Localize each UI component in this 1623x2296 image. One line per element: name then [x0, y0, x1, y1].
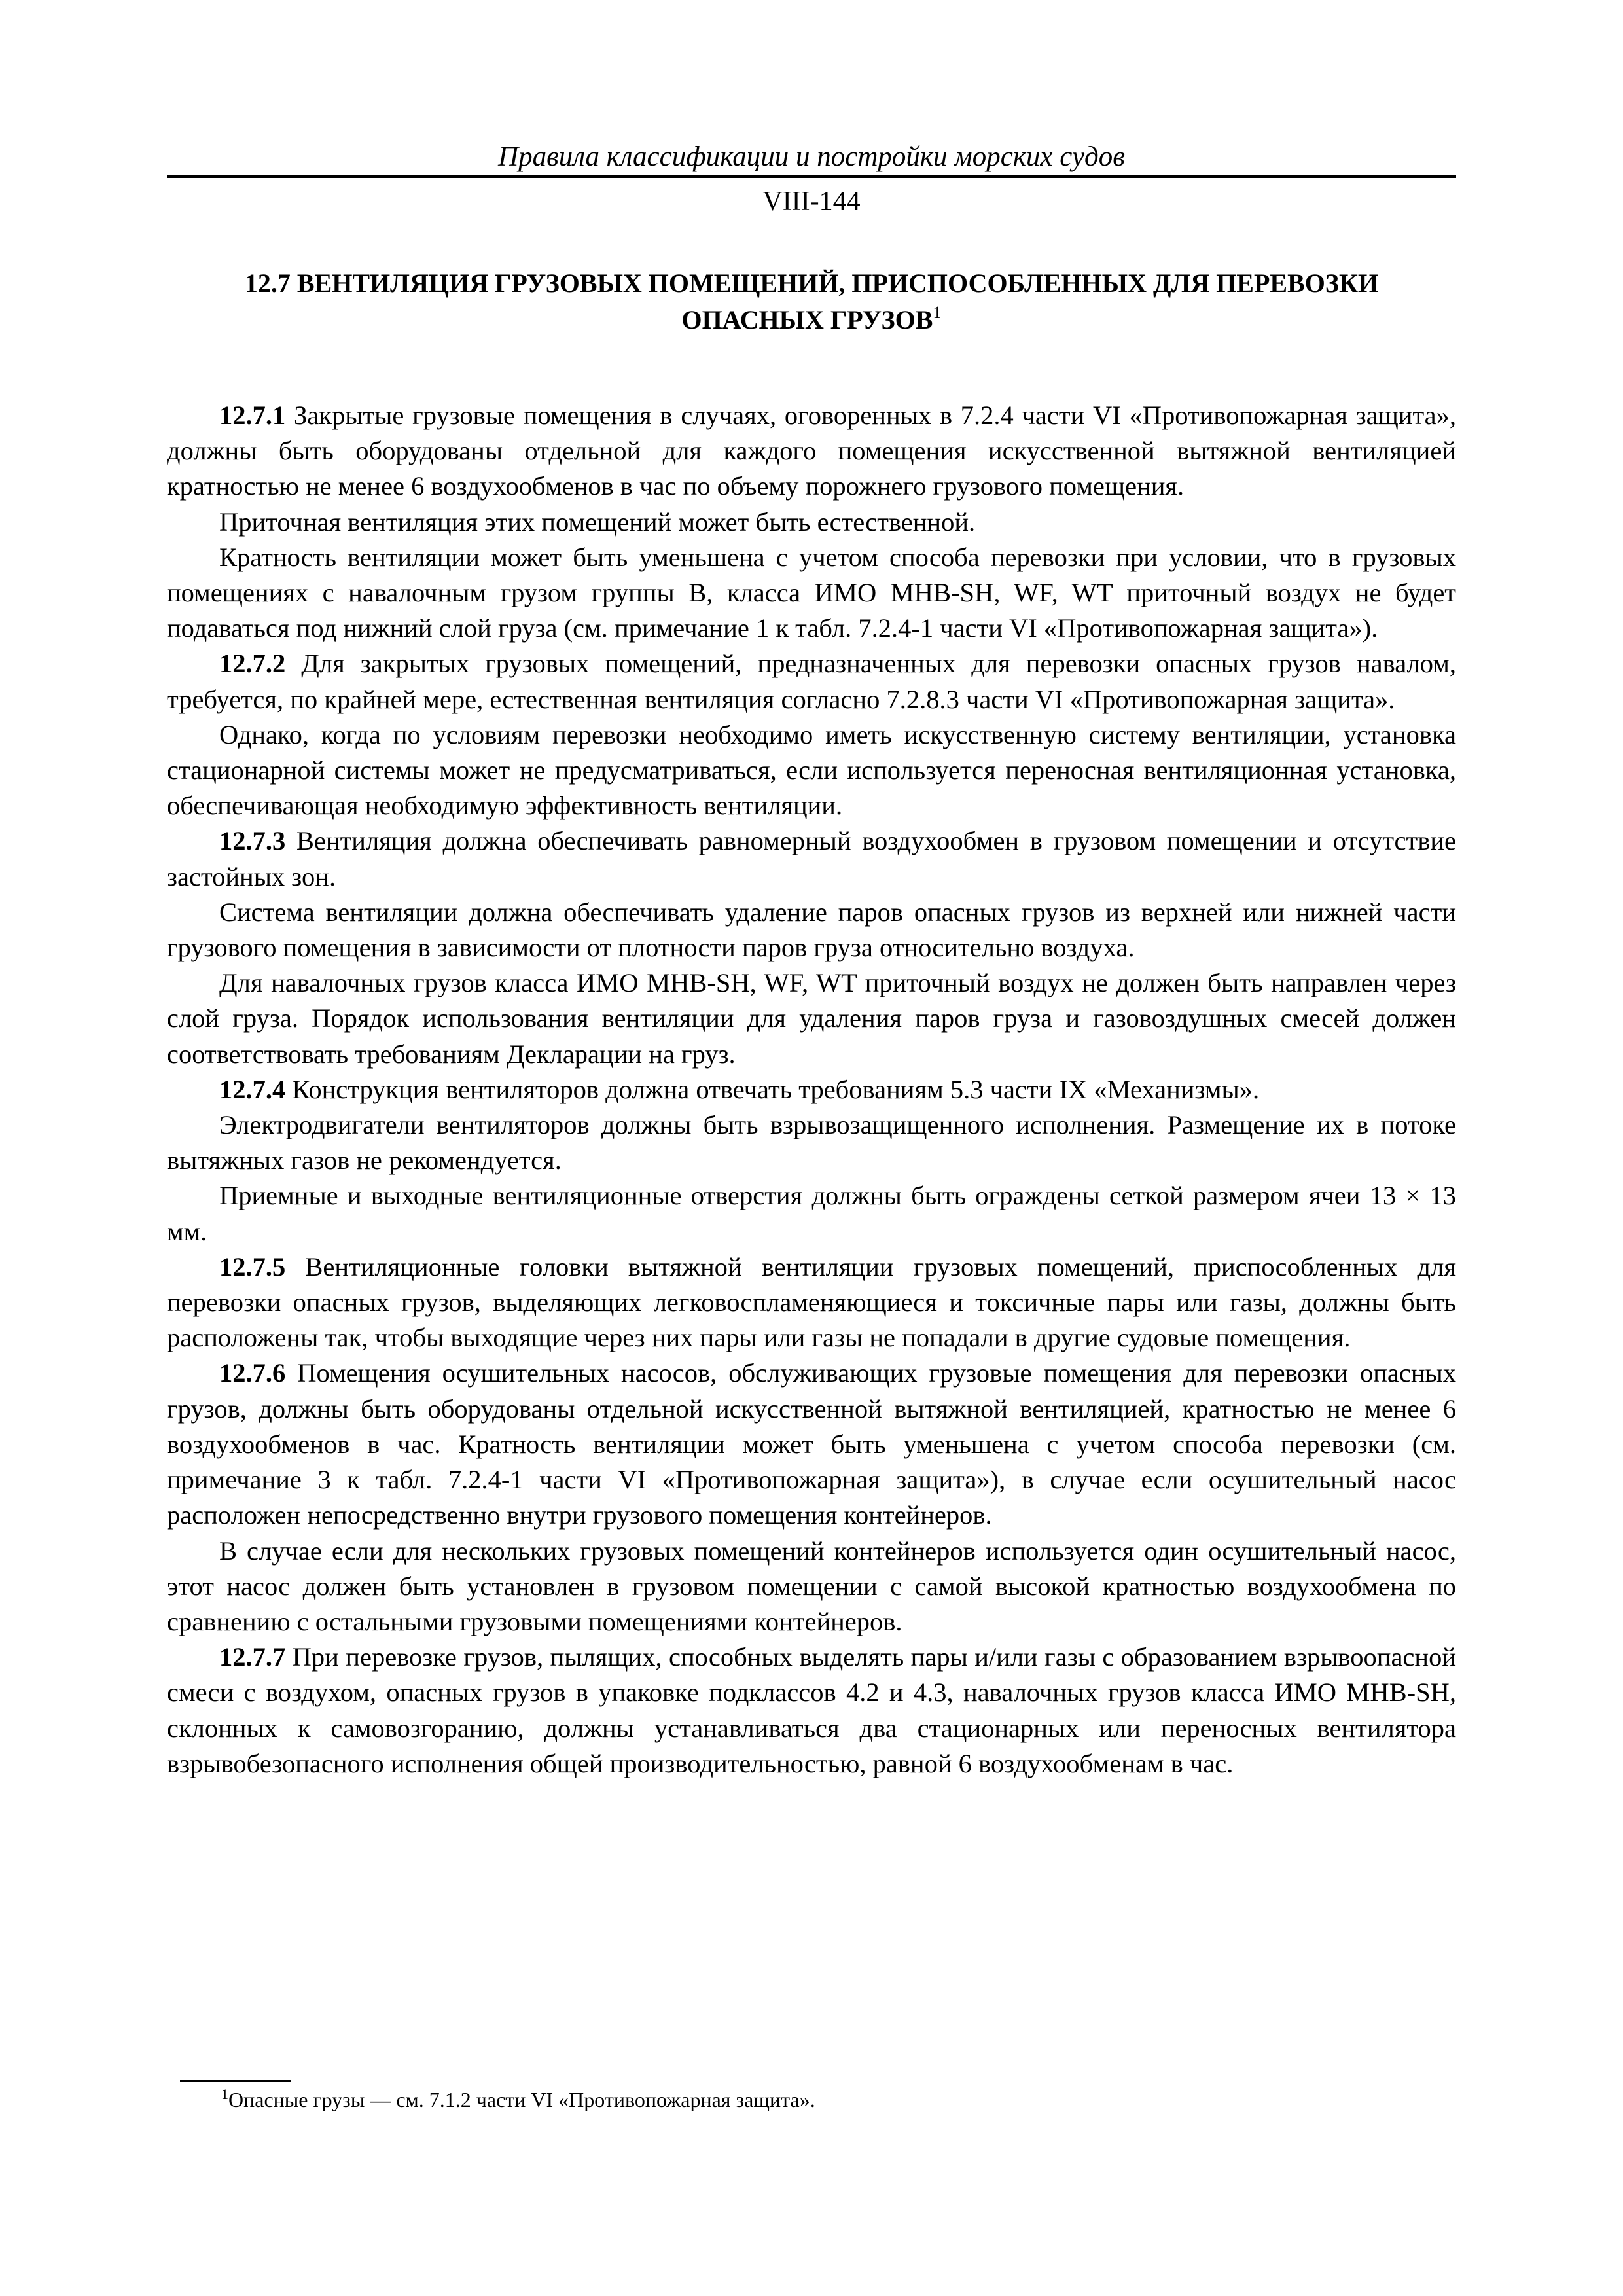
paragraph-text: Электродвигатели вентиляторов должны быть взрывозащищенного исполнения. Размещение их в потоке вытяжных газов не рекомендуется. — [167, 1110, 1456, 1175]
section-title-line-2 — [167, 302, 1456, 338]
footnote-reference[interactable]: 1 — [933, 303, 942, 322]
clause-number: 12.7.4 — [219, 1074, 286, 1104]
paragraph — [167, 1355, 1456, 1533]
clause-number: 12.7.3 — [219, 826, 286, 856]
clause-number: 12.7.7 — [219, 1642, 286, 1672]
paragraph — [167, 1178, 1456, 1249]
clause-number: 12.7.6 — [219, 1358, 286, 1388]
paragraph-text: Приточная вентиляция этих помещений может быть естественной. — [219, 507, 976, 537]
paragraph — [167, 823, 1456, 894]
paragraph — [167, 398, 1456, 505]
paragraph — [167, 646, 1456, 717]
section-title — [167, 265, 1456, 338]
paragraph-text: Кратность вентиляции может быть уменьшена с учетом способа перевозки при условии, что в грузовых помещениях с навалочным грузом группы В, класса ИМО МНВ-SH, WF, WT приточный воздух не будет подаваться под нижний слой груза (см. примечание 1 к табл. 7.2.4-1 части VI «Противопожарная защита»). — [167, 542, 1456, 643]
paragraph — [167, 895, 1456, 965]
paragraph — [167, 1534, 1456, 1640]
paragraph-text: Однако, когда по условиям перевозки необходимо иметь искусственную систему вентиляции, установка стационарной системы может не предусматриваться, если используется переносная вентиляционная установка, обеспечивающая необходимую эффективность вентиляции. — [167, 719, 1456, 821]
paragraph-text: Система вентиляции должна обеспечивать удаление паров опасных грузов из верхней или нижней части грузового помещения в зависимости от плотности паров груза относительно воздуха. — [167, 897, 1456, 963]
running-header: Правила классификации и постройки морских судов — [498, 141, 1125, 172]
section-title-line-2-text: ОПАСНЫХ ГРУЗОВ — [681, 305, 933, 334]
paragraph — [167, 540, 1456, 647]
paragraph-text: Приемные и выходные вентиляционные отверстия должны быть ограждены сеткой размером ячеи 13 × 13 мм. — [167, 1181, 1456, 1246]
footnote-text: Опасные грузы — см. 7.1.2 части VI «Противопожарная защита». — [228, 2088, 815, 2111]
paragraph-text: Для навалочных грузов класса ИМО МНВ-SH, WF, WT приточный воздух не должен быть направлен через слой груза. Порядок использования вентиляции для удаления паров груза и газовоздушных смесей должен соответствовать требованиям Декларации на груз. — [167, 968, 1456, 1069]
paragraph-text: Для закрытых грузовых помещений, предназначенных для перевозки опасных грузов навалом, требуется, по крайней мере, естественная вентиляция согласно 7.2.8.3 части VI «Противопожарная защита». — [167, 649, 1456, 714]
page-number: VIII-144 — [762, 187, 861, 217]
body-text — [167, 398, 1456, 1782]
paragraph — [167, 1072, 1456, 1107]
paragraph — [167, 717, 1456, 824]
paragraph-text: При перевозке грузов, пылящих, способных выделять пары и/или газы с образованием взрывоопасной смеси с воздухом, опасных грузов в упаковке подклассов 4.2 и 4.3, навалочных грузов класса ИМО МНВ-SH, склонных к самовозгоранию, должны устанавливаться два стационарных или переносных вентилятора взрывобезопасного исполнения общей производительностью, равной 6 воздухообменам в час. — [167, 1642, 1456, 1778]
paragraph-text: Помещения осушительных насосов, обслуживающих грузовые помещения для перевозки опасных грузов, должны быть оборудованы отдельной искусственной вытяжной вентиляцией, кратностью не менее 6 воздухообменов в час. Кратность вентиляции может быть уменьшена с учетом способа перевозки (см. примечание 3 к табл. 7.2.4-1 части VI «Противопожарная защита»), в случае если осушительный насос расположен непосредственно внутри грузового помещения контейнеров. — [167, 1358, 1456, 1530]
paragraph — [167, 505, 1456, 540]
paragraph-text: Закрытые грузовые помещения в случаях, оговоренных в 7.2.4 части VI «Противопожарная защита», должны быть оборудованы отдельной для каждого помещения искусственной вытяжной вентиляцией кратностью не менее 6 воздухообменов в час по объему порожнего грузового помещения. — [167, 401, 1456, 501]
footnote — [221, 2085, 815, 2114]
paragraph-text: В случае если для нескольких грузовых помещений контейнеров используется один осушительный насос, этот насос должен быть установлен в грузовом помещении с самой высокой кратностью воздухообмена по сравнению с остальными грузовыми помещениями контейнеров. — [167, 1535, 1456, 1636]
paragraph-text: Вентиляционные головки вытяжной вентиляции грузовых помещений, приспособленных для перевозки опасных грузов, выделяющих легковоспламеняющиеся и токсичные пары или газы, должны быть расположены так, чтобы выходящие через них пары или газы не попадали в другие судовые помещения. — [167, 1251, 1456, 1353]
paragraph — [167, 1107, 1456, 1178]
paragraph-text: Вентиляция должна обеспечивать равномерный воздухообмен в грузовом помещении и отсутствие застойных зон. — [167, 826, 1456, 891]
clause-number: 12.7.1 — [219, 401, 286, 430]
section-title-line-1: 12.7 ВЕНТИЛЯЦИЯ ГРУЗОВЫХ ПОМЕЩЕНИЙ, ПРИСПОСОБЛЕННЫХ ДЛЯ ПЕРЕВОЗКИ — [244, 268, 1379, 298]
clause-number: 12.7.2 — [219, 649, 286, 679]
footnote-mark: 1 — [221, 2086, 228, 2102]
paragraph — [167, 965, 1456, 1072]
footnote-rule — [180, 2080, 291, 2082]
clause-number: 12.7.5 — [219, 1251, 286, 1282]
paragraph-text: Конструкция вентиляторов должна отвечать требованиям 5.3 части IX «Механизмы». — [285, 1074, 1260, 1104]
header-rule — [167, 175, 1456, 178]
paragraph — [167, 1640, 1456, 1782]
paragraph — [167, 1249, 1456, 1356]
